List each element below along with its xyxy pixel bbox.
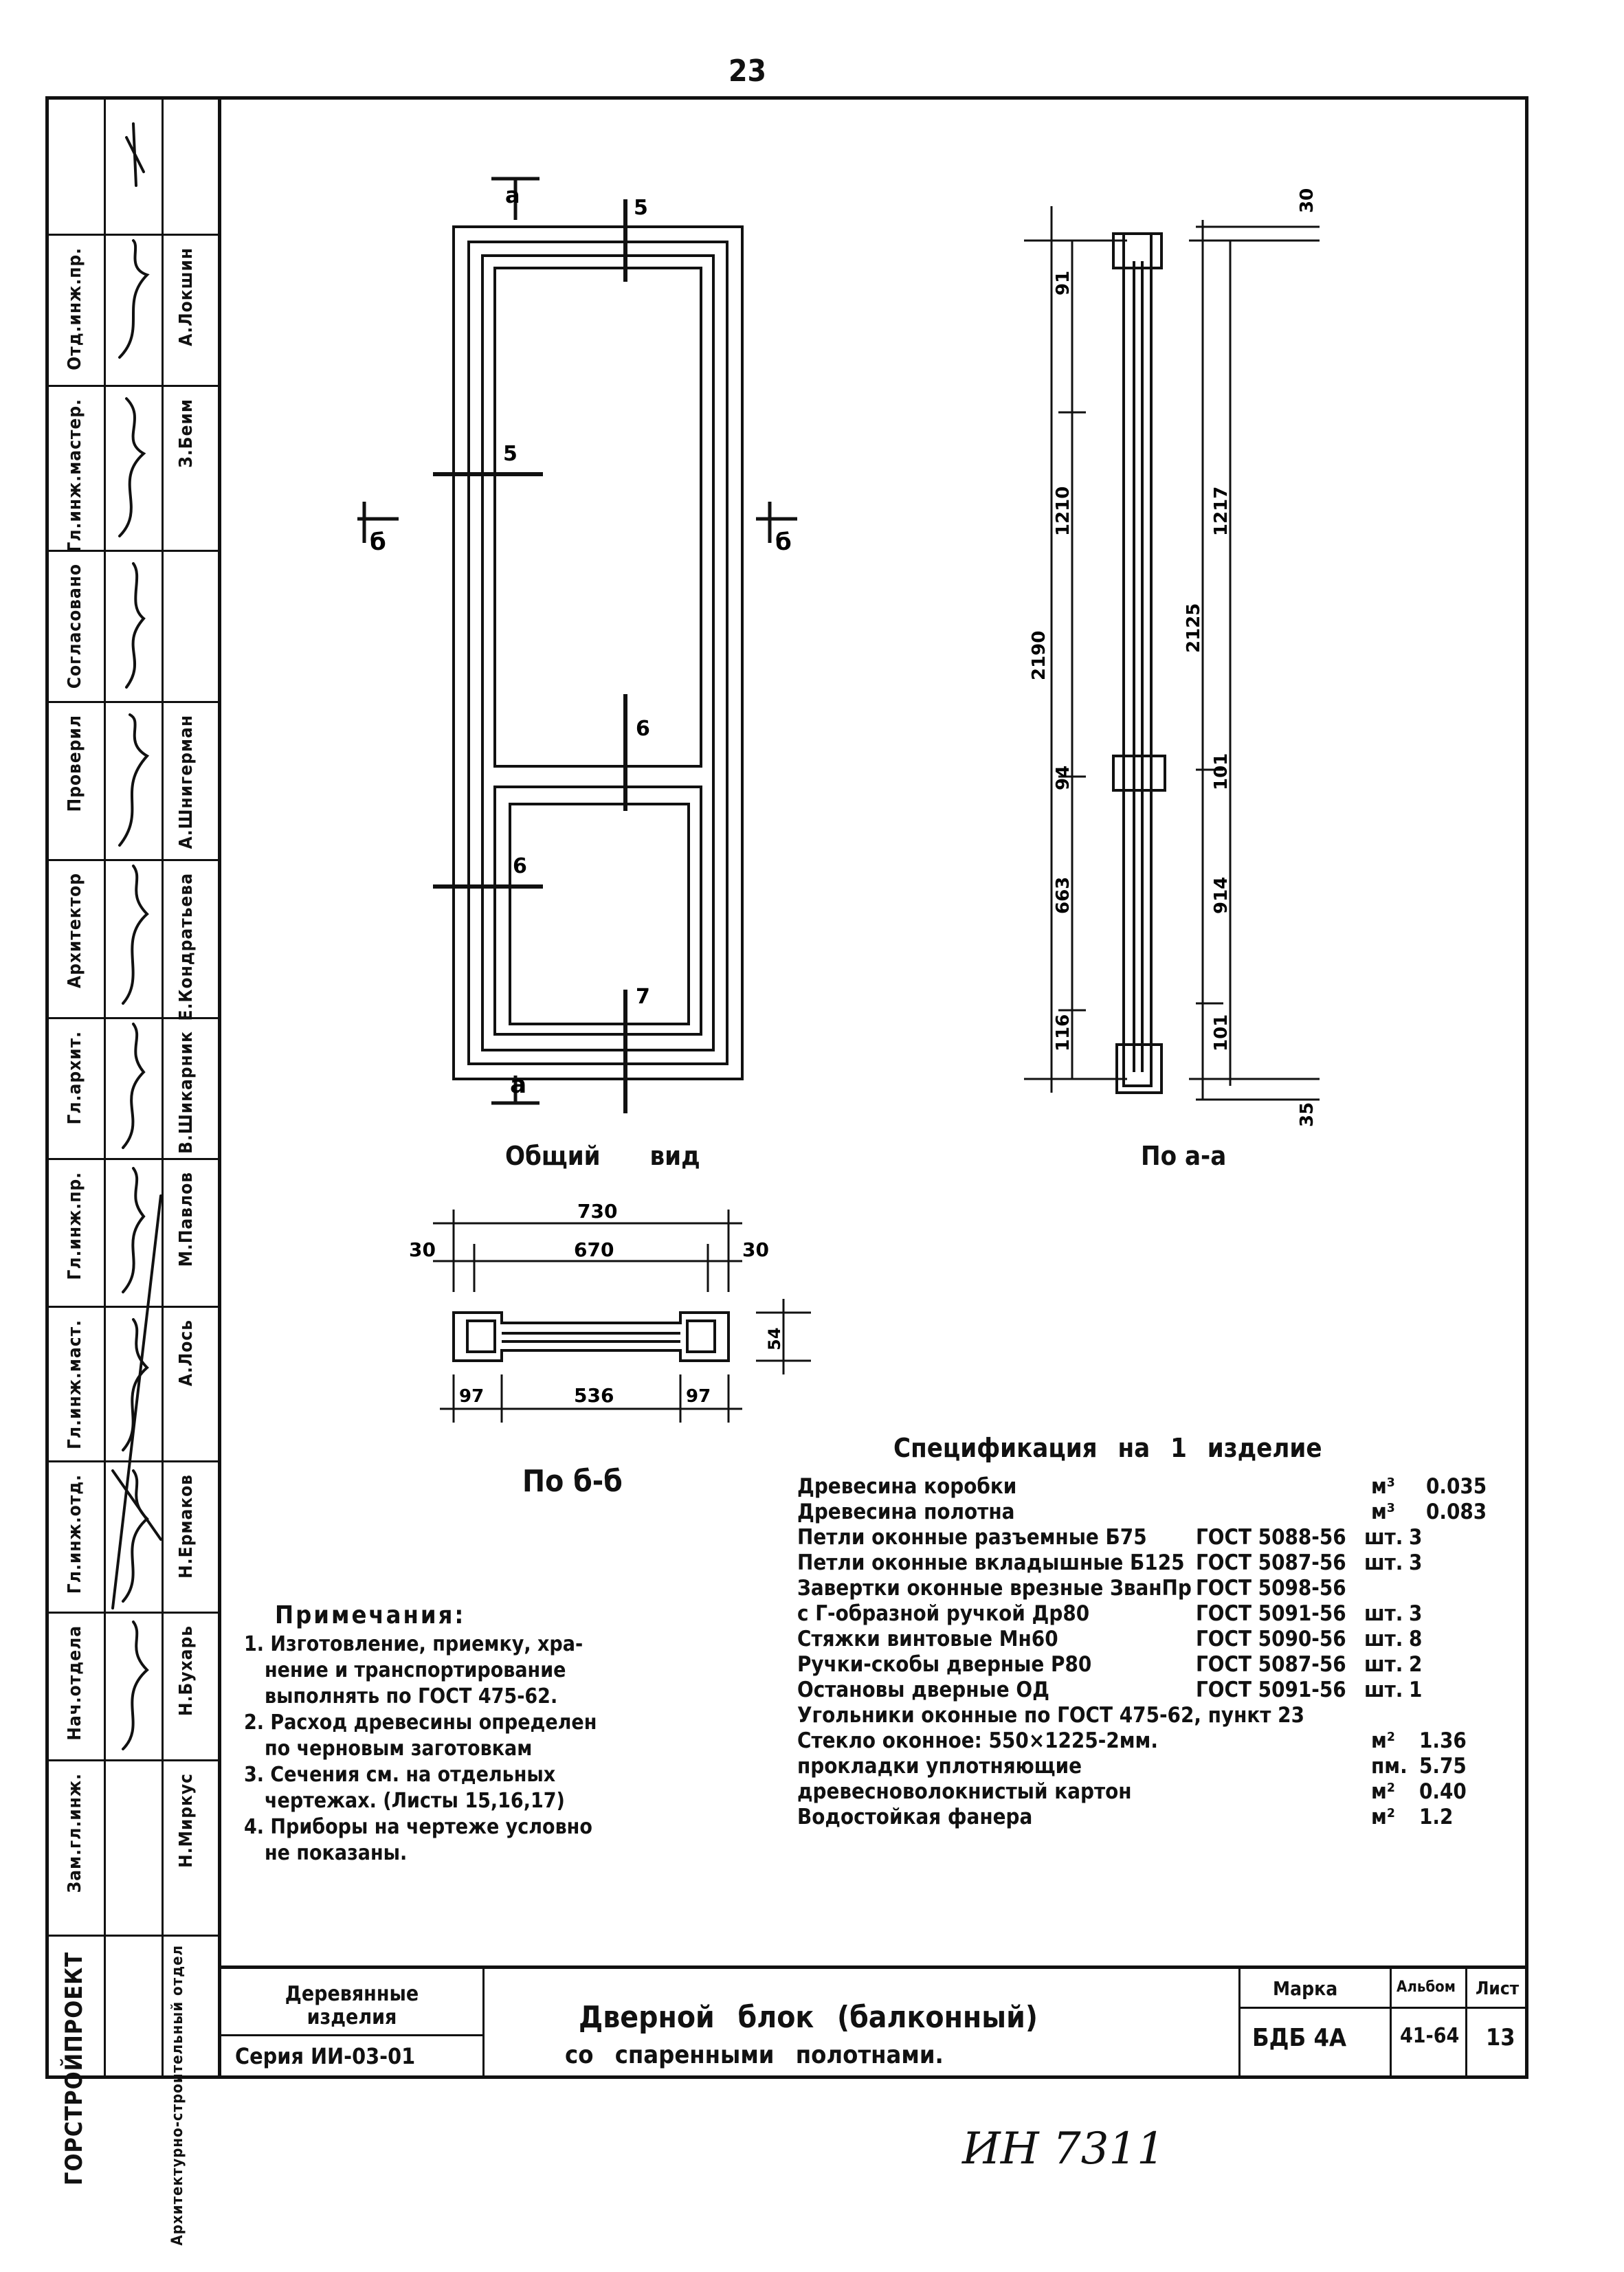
spec-row: Водостойкая фанера м² 1.2 [797, 1805, 1454, 1829]
plan-dim-right: 30 [742, 1238, 769, 1261]
stamp-role-3: Согласовано [65, 564, 85, 689]
prof-dim-bottom: 35 [1297, 1102, 1317, 1127]
tb-album-value: 41-64 [1400, 2024, 1460, 2048]
page-number: 23 [728, 54, 767, 89]
stamp-role-2: Гл.инж.мастер. [65, 399, 85, 553]
prof-dim-r2: 2125 [1183, 603, 1204, 653]
spec-row: прокладки уплотняющие пм. 5.75 [797, 1754, 1467, 1779]
stamp-name-5: Е.Кондратьева [176, 873, 197, 1021]
stamp-role-9: Гл.инж.отд. [65, 1474, 85, 1594]
title-block [221, 1965, 1528, 2079]
note-line: по черновым заготовкам [265, 1737, 533, 1761]
stamp-name-1: А.Локшин [176, 247, 197, 346]
tb-series: Серия ИИ-03-01 [235, 2043, 416, 2069]
stamp-name-2: З.Беим [176, 399, 197, 468]
plan-dim-inner: 670 [574, 1238, 614, 1261]
stamp-organization: ГОРСТРОЙПРОЕКТ [60, 1952, 88, 2186]
note-line: выполнять по ГОСТ 475-62. [265, 1684, 558, 1708]
stamp-role-5: Архитектор [65, 873, 85, 989]
stamp-role-11: Зам.гл.инж. [65, 1773, 85, 1893]
stamp-name-6: В.Шикарник [176, 1031, 197, 1154]
note-line: 2. Расход древесины определен [244, 1711, 597, 1735]
note-line: чертежах. (Листы 15,16,17) [265, 1789, 565, 1813]
notes-title: Примечания: [275, 1601, 466, 1629]
plan-dim-bottom-left: 97 [459, 1386, 485, 1407]
stamp-role-10: Нач.отдела [65, 1625, 85, 1741]
tb-title-line1: Дверной блок (балконный) [579, 2000, 1038, 2035]
spec-row: Стекло оконное: 550×1225-2мм. м² 1.36 [797, 1728, 1467, 1753]
lower-inner [510, 804, 689, 1024]
elev-dim-4: 6 [513, 854, 527, 878]
elev-dim-5: 7 [636, 985, 650, 1009]
plan-dim-bottom-inner: 536 [574, 1384, 614, 1407]
spec-title: Спецификация на 1 изделие [893, 1433, 1322, 1463]
tb-title-line2: со спаренными полотнами. [565, 2041, 944, 2069]
prof-dim-d1: 91 [1053, 270, 1074, 296]
spec-row: Древесина полотна м³ 0.083 [797, 1500, 1487, 1524]
stamp-role-6: Гл.архит. [65, 1031, 85, 1125]
plan-dim-left: 30 [409, 1238, 436, 1261]
stamp-role-1: Отд.инж.пр. [65, 247, 85, 370]
elev-dim-1: 5 [634, 196, 648, 220]
tb-mark-value: БДБ 4А [1252, 2024, 1347, 2052]
prof-dim-total: 2190 [1029, 630, 1049, 680]
note-line: 3. Сечения см. на отдельных [244, 1763, 556, 1787]
prof-dim-r5: 101 [1211, 1014, 1232, 1051]
tb-mark-label: Марка [1273, 1977, 1338, 2000]
handwritten-id: ИН 7311 [962, 2124, 1165, 2174]
prof-dim-d5: 116 [1053, 1014, 1074, 1051]
spec-row: с Г-образной ручкой Др80 ГОСТ 5091-56 шт. 3 [797, 1601, 1423, 1626]
mark-a-bottom: а [510, 1071, 527, 1099]
tb-sheet-value: 13 [1486, 2024, 1515, 2051]
spec-row: Ручки-скобы дверные Р80 ГОСТ 5087-56 шт. 2 [797, 1652, 1423, 1677]
side-stamp [45, 96, 221, 2246]
stamp-name-10: Н.Бухарь [176, 1625, 197, 1716]
upper-glazing [495, 268, 701, 766]
mark-b-right: б [775, 528, 792, 556]
mark-b-left: б [370, 528, 386, 556]
note-line: 4. Приборы на чертеже условно [244, 1815, 592, 1839]
elev-dim-3: 6 [636, 717, 650, 741]
stamp-name-11: Н.Миркус [176, 1773, 197, 1868]
spec-row: Стяжки винтовые Мн60 ГОСТ 5090-56 шт. 8 [797, 1627, 1423, 1651]
note-line: не показаны. [265, 1841, 408, 1865]
prof-dim-d4: 663 [1053, 876, 1074, 914]
stamp-signatures [106, 96, 164, 2079]
stamp-role-7: Гл.инж.пр. [65, 1172, 85, 1280]
door-elevation [357, 158, 797, 1189]
tb-category: Деревянные изделия [285, 1982, 419, 2029]
label-section-aa: По а-а [1141, 1141, 1227, 1171]
label-general-view: Общий вид [505, 1141, 700, 1171]
section-aa [990, 186, 1347, 1134]
door-leaf [482, 256, 713, 1050]
tb-sheet-label: Лист [1476, 1979, 1520, 1999]
stamp-department: Архитектурно-строительный отдел [169, 1945, 186, 2246]
prof-dim-top: 30 [1297, 188, 1317, 213]
spec-row: Петли оконные вкладышные Б125 ГОСТ 5087-56 шт. 3 [797, 1550, 1423, 1575]
spec-row: древесноволокнистый картон м² 0.40 [797, 1779, 1467, 1804]
plan-dim-depth: 54 [765, 1327, 784, 1350]
prof-dim-r3: 101 [1211, 753, 1232, 790]
note-line: 1. Изготовление, приемку, хра- [244, 1632, 583, 1656]
plan-dim-bottom-right: 97 [686, 1386, 711, 1407]
tb-album-label: Альбом [1397, 1979, 1456, 1996]
spec-row: Остановы дверные ОД ГОСТ 5091-56 шт. 1 [797, 1678, 1423, 1702]
stamp-name-8: А.Лось [176, 1319, 197, 1387]
mark-a-top: а [505, 182, 520, 208]
elev-dim-2: 5 [503, 442, 518, 466]
stamp-role-4: Проверил [65, 715, 85, 812]
label-section-bb: По б-б [522, 1464, 623, 1499]
stamp-name-9: Н.Ермаков [176, 1474, 197, 1579]
note-line: нение и транспортирование [265, 1658, 566, 1682]
spec-row: Древесина коробки м³ 0.035 [797, 1474, 1487, 1499]
spec-row: Угольники оконные по ГОСТ 475-62, пункт 23 [797, 1703, 1304, 1728]
spec-row: Петли оконные разъемные Б75 ГОСТ 5088-56 шт. 3 [797, 1525, 1423, 1550]
lower-glazing [495, 787, 701, 1034]
prof-dim-d2: 1210 [1053, 486, 1074, 536]
stamp-name-7: М.Павлов [176, 1172, 197, 1267]
prof-dim-r1: 1217 [1211, 486, 1232, 536]
stamp-name-4: А.Шнигерман [176, 715, 197, 849]
plan-dim-overall: 730 [577, 1200, 618, 1223]
prof-dim-d3: 94 [1053, 765, 1074, 790]
spec-table [797, 1474, 1498, 1907]
door-frame-outer [454, 227, 742, 1079]
prof-dim-r4: 914 [1211, 876, 1232, 914]
section-bb [399, 1196, 825, 1457]
stamp-role-8: Гл.инж.маст. [65, 1319, 85, 1449]
spec-row: Завертки оконные врезные ЗванПр ГОСТ 5098-56 [797, 1576, 1346, 1601]
